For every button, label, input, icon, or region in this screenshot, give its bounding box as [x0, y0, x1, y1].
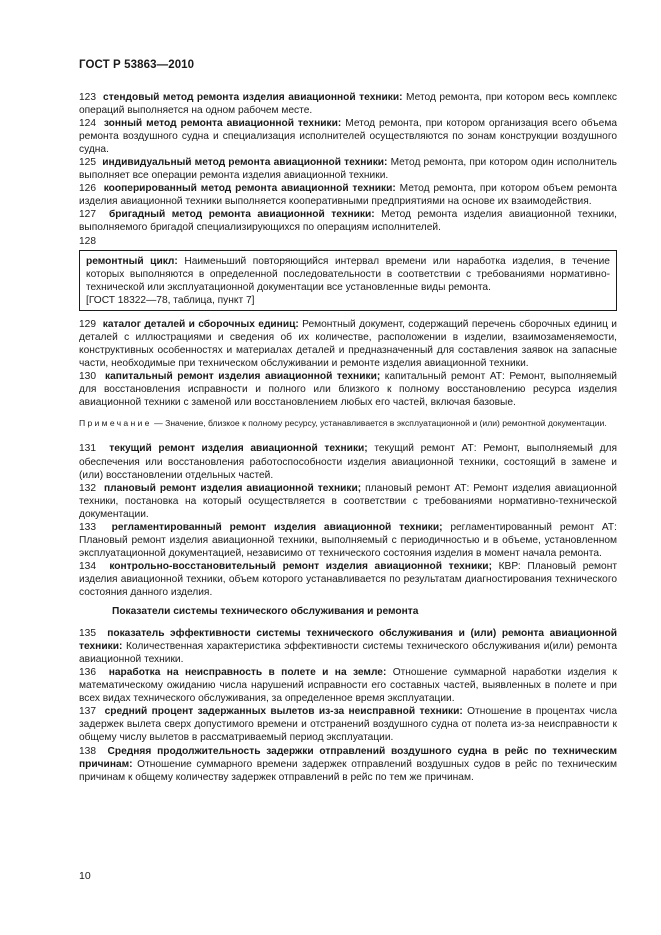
page-content: [79, 91, 617, 784]
term-definition: КВР: Плановый ремонт изделия авиационной техники, объем которого устанавливается по результатам диагностирования технического состояния данного изделия.: [79, 560, 617, 598]
term-entry-138: 138 Средняя продолжительность задержки отправлений воздушного судна в рейс по техническим причинам: Отношение суммарного времени задержек отправлений воздушных судов в рейс по техническим причинам к общему количеству задержек отправлений в рейс по тем же причинам.: [79, 745, 617, 783]
term-definition: текущий ремонт АТ: Ремонт, выполняемый для обеспечения или восстановления работоспособности изделия авиационной техники, состоящий в замене и (или) восстановлении отдельных частей.: [79, 443, 617, 481]
term-name: контрольно-восстановительный ремонт изделия авиационной техники;: [109, 560, 492, 572]
term-definition: Метод ремонта, при котором организация всего объема ремонта воздушного судна и специализация исполнителей осуществляются по зонам конструкции воздушного судна.: [79, 118, 618, 156]
term-name: ремонтный цикл:: [86, 255, 178, 267]
term-entry-133: 133 регламентированный ремонт изделия авиационной техники; регламентированный ремонт АТ: Плановый ремонт изделия авиационной техники, выполняемый с периодичностью и в объеме, установленном эксплуатационной документацией, независимо от технического состояния изделия в момент начала ремонта.: [79, 521, 617, 559]
term-definition: плановый ремонт АТ: Ремонт изделия авиационной техники, постановка на который осуществляется в соответствии с требованиями нормативно-технической документации.: [79, 482, 617, 520]
term-name: средний процент задержанных вылетов из-за неисправной техники:: [104, 706, 463, 718]
term-definition: регламентированный ремонт АТ: Плановый ремонт изделия авиационной техники, выполняемый с периодичностью и в объеме, установленном эксплуатационной документацией, независимо от технического состояния изделия в момент начала ремонта.: [79, 521, 617, 559]
term-entry-127: 127 бригадный метод ремонта авиационной техники: Метод ремонта изделия авиационной техники, выполняемого бригадой специализирующихся по операциям исполнителей.: [79, 209, 617, 234]
term-definition: Метод ремонта, при котором весь комплекс операций выполняется на одном рабочем месте.: [79, 92, 617, 117]
term-name: регламентированный ремонт изделия авиационной техники;: [111, 521, 443, 533]
term-name: индивидуальный метод ремонта авиационной техники:: [102, 157, 388, 169]
term-name: каталог деталей и сборочных единиц:: [102, 318, 299, 330]
term-definition: Наименьший повторяющийся интервал времени или наработка изделия, в течение которых выполняются в определенной последовательности в соответствии с требованиями нормативно-технической или эксплуатационной документации все установленные виды ремонта.: [86, 255, 610, 293]
term-entry-128-number: 128: [79, 235, 96, 247]
term-definition: Ремонтный документ, содержащий перечень сборочных единиц и деталей с иллюстрациями и сведения об их количестве, расположении в изделии, взаимозаменяемости, конструктивных особенностях и материалах деталей и предназначенный для составления заявок на запасные части, необходимые при техническом обслуживании и ремонте изделия авиационной техники.: [79, 318, 617, 369]
term-entry-136: 136 наработка на неисправность в полете и на земле: Отношение суммарной наработки изделия к математическому ожиданию числа нарушений исправности его составных частей, выявленных в полете и при всех видах технического обслуживания, за определенное время эксплуатации.: [79, 667, 617, 705]
term-entry-125: 125 индивидуальный метод ремонта авиационной техники: Метод ремонта, при котором один исполнитель выполняет все операции ремонта изделия авиационной техники.: [79, 157, 617, 182]
term-definition: Отношение суммарного времени задержек отправлений воздушных судов в рейс по техническим причинам к общему количеству задержек отправлений в рейс по тем же причинам.: [79, 758, 617, 783]
term-entry-132: 132 плановый ремонт изделия авиационной техники; плановый ремонт АТ: Ремонт изделия авиационной техники, постановка на который осуществляется в соответствии с требованиями нормативно-технической документации.: [79, 482, 617, 520]
term-entry-123: 123 стендовый метод ремонта изделия авиационной техники: Метод ремонта, при котором весь комплекс операций выполняется на одном рабочем месте.: [79, 92, 617, 117]
term-name: текущий ремонт изделия авиационной техники;: [109, 443, 368, 455]
term-name: зонный метод ремонта авиационной техники:: [103, 118, 342, 130]
term-name: бригадный метод ремонта авиационной техники:: [108, 209, 375, 221]
term-entry-134: 134 контрольно-восстановительный ремонт изделия авиационной техники; КВР: Плановый ремонт изделия авиационной техники, объем которого устанавливается по результатам диагностирования технического состояния данного изделия.: [79, 560, 617, 598]
term-entry-135: 135 показатель эффективности системы технического обслуживания и (или) ремонта авиационной техники: Количественная характеристика эффективности системы технического обслуживания и(или) ремонта авиационной техники.: [79, 628, 617, 666]
term-name: капитальный ремонт изделия авиационной техники;: [105, 370, 381, 382]
note: [79, 418, 617, 429]
term-definition: Количественная характеристика эффективности системы технического обслуживания и(или) ремонта авиационной техники.: [79, 641, 617, 666]
term-definition: Отношение в процентах числа задержек вылета сверх допустимого времени и отстранений воздушного судна от полета из-за неисправности к общему числу вылетов в рассматриваемый период эксплуатации.: [79, 706, 618, 744]
term-entry-129: 129 каталог деталей и сборочных единиц: Ремонтный документ, содержащий перечень сборочных единиц и деталей с иллюстрациями и сведения об их количестве, расположении в изделии, взаимозаменяемости, конструктивных особенностях и материалах деталей и предназначенный для составления заявок на запасные части, необходимые при техническом обслуживании и ремонте изделия авиационной техники.: [79, 318, 617, 369]
term-entry-131: 131 текущий ремонт изделия авиационной техники; текущий ремонт АТ: Ремонт, выполняемый для обеспечения или восстановления работоспособности изделия авиационной техники, состоящий в замене и (или) восстановлении отдельных частей.: [79, 443, 617, 481]
term-definition: Отношение суммарной наработки изделия к математическому ожиданию числа нарушений исправности его составных частей, выявленных в полете и при всех видах технического обслуживания, за определенное время эксплуатации.: [79, 667, 617, 705]
term-definition: капитальный ремонт АТ: Ремонт, выполняемый для восстановления исправности и полного или близкого к полному восстановлению ресурса изделия авиационной техники с заменой или восстановлением любых его частей, включая базовые.: [79, 370, 617, 409]
source-reference: [ГОСТ 18322—78, таблица, пункт 7]: [86, 294, 255, 306]
section-title: Показатели системы технического обслуживания и ремонта: [112, 606, 419, 618]
term-name: Средняя продолжительность задержки отправлений воздушного судна в рейс по техническим причинам:: [79, 745, 617, 770]
standard-header: ГОСТ Р 53863—2010: [79, 59, 195, 71]
term-entry-124: 124 зонный метод ремонта авиационной техники: Метод ремонта, при котором организация всего объема ремонта воздушного судна и специализация исполнителей осуществляются по зонам конструкции воздушного судна.: [79, 118, 618, 156]
page-number: 10: [79, 870, 91, 882]
term-definition: Метод ремонта, при котором один исполнитель выполняет все операции ремонта изделия авиационной техники.: [79, 157, 617, 182]
note-label: Примечание: [79, 418, 152, 429]
term-name: наработка на неисправность в полете и на земле:: [108, 667, 387, 679]
term-name: кооперированный метод ремонта авиационной техники:: [103, 183, 396, 195]
term-entry-128: [86, 255, 610, 294]
term-entry-126: 126 кооперированный метод ремонта авиационной техники: Метод ремонта, при котором объем ремонта изделия авиационной техники выполняется кооперативными предприятиями на основе их взаимодействия.: [79, 183, 617, 208]
quoted-definition-box: [79, 250, 617, 311]
term-entry-137: 137 средний процент задержанных вылетов из-за неисправной техники: Отношение в процентах числа задержек вылета сверх допустимого времени и отстранений воздушного судна от полета из-за неисправности к общему числу вылетов в рассматриваемый период эксплуатации.: [79, 706, 618, 744]
term-name: показатель эффективности системы технического обслуживания и (или) ремонта авиационной техники:: [79, 628, 617, 653]
term-entry-130: 130 капитальный ремонт изделия авиационной техники; капитальный ремонт АТ: Ремонт, выполняемый для восстановления исправности и полного или близкого к полному восстановлению ресурса изделия авиационной техники с заменой или восстановлением любых его частей, включая базовые.: [79, 370, 617, 409]
term-name: стендовый метод ремонта изделия авиационной техники:: [103, 92, 403, 103]
term-name: плановый ремонт изделия авиационной техники;: [103, 482, 362, 494]
term-definition: Метод ремонта изделия авиационной техники, выполняемого бригадой специализирующихся по операциям исполнителей.: [79, 209, 617, 234]
note-text: — Значение, близкое к полному ресурсу, устанавливается в эксплуатационной и (или) ремонтной документации.: [154, 418, 607, 429]
term-definition: Метод ремонта, при котором объем ремонта изделия авиационной техники выполняется кооперативными предприятиями на основе их взаимодействия.: [79, 183, 617, 208]
